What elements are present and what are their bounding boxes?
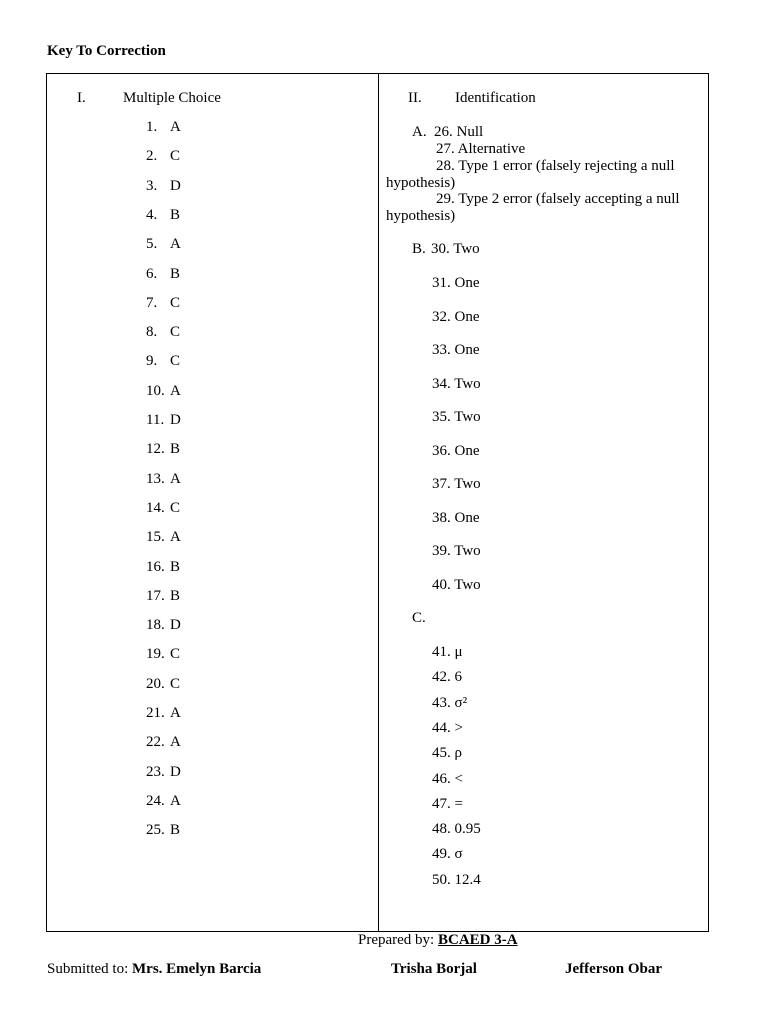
mc-item-answer: A xyxy=(170,705,181,721)
column-divider xyxy=(378,73,379,932)
mc-item-number: 3. xyxy=(146,177,158,194)
mc-item-answer: A xyxy=(170,792,181,809)
section-c-answer: 47. = xyxy=(432,795,463,812)
mc-item-answer: A xyxy=(170,470,181,487)
mc-item-number: 16. xyxy=(146,558,165,575)
answer-27: 27. Alternative xyxy=(436,141,526,157)
preparer-name-1: Trisha Borjal xyxy=(391,961,477,977)
section-c-answer: 42. 6 xyxy=(432,669,462,686)
mc-answer-item xyxy=(146,119,181,136)
mc-item-number: 2. xyxy=(146,148,158,165)
section-c-answer: 45. ρ xyxy=(432,745,462,762)
part2-heading: Identification xyxy=(455,90,536,106)
mc-answer-item xyxy=(146,793,181,810)
mc-item-number: 21. xyxy=(146,705,165,721)
mc-item-answer: C xyxy=(170,499,181,516)
mc-item-number: 18. xyxy=(146,617,165,634)
mc-answer-item xyxy=(146,148,180,165)
mc-item-answer: C xyxy=(170,148,181,165)
mc-answer-item xyxy=(146,617,181,634)
mc-item-number: 17. xyxy=(146,587,165,604)
mc-item-answer: A xyxy=(170,119,181,135)
mc-answer-item xyxy=(146,559,180,576)
submitted-to-label: Submitted to: xyxy=(47,961,133,977)
mc-item-number: 11. xyxy=(146,412,165,428)
mc-item-answer: B xyxy=(170,441,181,458)
mc-item-number: 15. xyxy=(146,529,165,546)
mc-answer-item xyxy=(146,178,181,195)
section-c-answer: 43. σ² xyxy=(432,694,468,711)
mc-item-answer: C xyxy=(170,646,181,663)
section-b-answer: 31. One xyxy=(432,275,480,291)
submitted-to-value: Mrs. Emelyn Barcia xyxy=(132,961,262,977)
mc-answer-item xyxy=(146,441,180,458)
answer-26: 26. Null xyxy=(434,124,484,140)
prepared-by xyxy=(358,932,518,949)
document-title: Key To Correction xyxy=(47,43,166,59)
mc-item-number: 8. xyxy=(146,324,158,341)
mc-item-answer: C xyxy=(170,353,181,370)
section-b-answer: 39. Two xyxy=(432,543,481,559)
mc-answer-item xyxy=(146,500,180,517)
mc-answer-item xyxy=(146,471,181,488)
mc-item-answer: B xyxy=(170,206,181,223)
mc-item-answer: C xyxy=(170,294,181,311)
mc-answer-item xyxy=(146,588,180,605)
mc-item-number: 13. xyxy=(146,470,165,487)
section-b-label: B. xyxy=(412,241,426,257)
mc-answer-item xyxy=(146,207,180,224)
section-b-answer: 33. One xyxy=(432,342,480,358)
mc-item-number: 10. xyxy=(146,382,165,399)
answer-30: 30. Two xyxy=(431,241,480,257)
section-b-answer: 37. Two xyxy=(432,476,481,492)
part2-numeral: II. xyxy=(408,90,422,106)
mc-item-answer: B xyxy=(170,587,181,604)
mc-answer-item xyxy=(146,705,181,722)
answer-28-line2: hypothesis) xyxy=(386,175,456,191)
section-c-label: C. xyxy=(412,610,426,626)
mc-item-number: 14. xyxy=(146,499,165,516)
mc-answer-item xyxy=(146,383,181,400)
section-b-answer: 32. One xyxy=(432,308,480,325)
section-c-answer: 49. σ xyxy=(432,846,463,863)
mc-item-answer: C xyxy=(170,675,181,692)
section-b-answer: 34. Two xyxy=(432,375,481,392)
section-a-label: A. xyxy=(412,124,427,140)
mc-answer-item xyxy=(146,529,181,546)
mc-item-answer: D xyxy=(170,617,181,634)
mc-answer-item xyxy=(146,646,180,663)
answer-29-line1: 29. Type 2 error (falsely accepting a null xyxy=(436,191,680,207)
mc-item-answer: C xyxy=(170,324,181,341)
section-c-answer: 44. > xyxy=(432,719,463,736)
mc-item-number: 25. xyxy=(146,822,165,839)
section-c-answer: 48. 0.95 xyxy=(432,821,481,838)
prepared-by-value: BCAED 3-A xyxy=(437,932,518,948)
mc-item-answer: A xyxy=(170,382,181,399)
mc-item-number: 1. xyxy=(146,119,158,135)
section-c-answer: 50. 12.4 xyxy=(432,871,481,888)
section-c-answer: 41. μ xyxy=(432,644,463,660)
mc-item-number: 9. xyxy=(146,353,158,370)
mc-answer-item xyxy=(146,236,181,253)
section-b-answer: 40. Two xyxy=(432,576,481,593)
answer-28-line1: 28. Type 1 error (falsely rejecting a null xyxy=(436,158,675,174)
mc-item-number: 5. xyxy=(146,236,158,253)
mc-item-number: 22. xyxy=(146,734,165,751)
mc-answer-item xyxy=(146,734,181,751)
mc-item-number: 20. xyxy=(146,675,165,692)
mc-answer-item xyxy=(146,266,180,283)
mc-item-number: 12. xyxy=(146,441,165,458)
mc-answer-item xyxy=(146,822,180,839)
mc-item-answer: D xyxy=(170,412,181,428)
submitted-to xyxy=(47,961,261,978)
mc-answer-item xyxy=(146,676,180,693)
mc-item-answer: B xyxy=(170,265,181,282)
mc-answer-item xyxy=(146,353,180,370)
mc-item-answer: A xyxy=(170,734,181,751)
section-c-answer: 46. < xyxy=(432,770,463,787)
mc-item-answer: D xyxy=(170,763,181,780)
mc-answer-item xyxy=(146,764,181,781)
mc-item-answer: B xyxy=(170,822,181,839)
section-b-answer: 36. One xyxy=(432,442,480,459)
mc-item-answer: A xyxy=(170,529,181,546)
part1-heading: Multiple Choice xyxy=(123,90,221,106)
prepared-by-label: Prepared by: xyxy=(358,932,438,948)
section-b-answer: 38. One xyxy=(432,509,480,526)
preparer-name-2: Jefferson Obar xyxy=(565,961,663,977)
mc-answer-item xyxy=(146,412,181,429)
mc-item-number: 19. xyxy=(146,646,165,663)
mc-answer-item xyxy=(146,324,180,341)
mc-item-answer: A xyxy=(170,236,181,253)
mc-item-answer: B xyxy=(170,558,181,575)
mc-item-number: 24. xyxy=(146,792,165,809)
part1-numeral: I. xyxy=(77,90,86,106)
mc-answer-item xyxy=(146,295,180,312)
mc-item-number: 4. xyxy=(146,206,158,223)
mc-item-number: 7. xyxy=(146,294,158,311)
section-b-answer: 35. Two xyxy=(432,409,481,425)
mc-item-number: 6. xyxy=(146,265,158,282)
mc-item-answer: D xyxy=(170,177,181,194)
mc-item-number: 23. xyxy=(146,763,165,780)
answer-29-line2: hypothesis) xyxy=(386,208,456,224)
